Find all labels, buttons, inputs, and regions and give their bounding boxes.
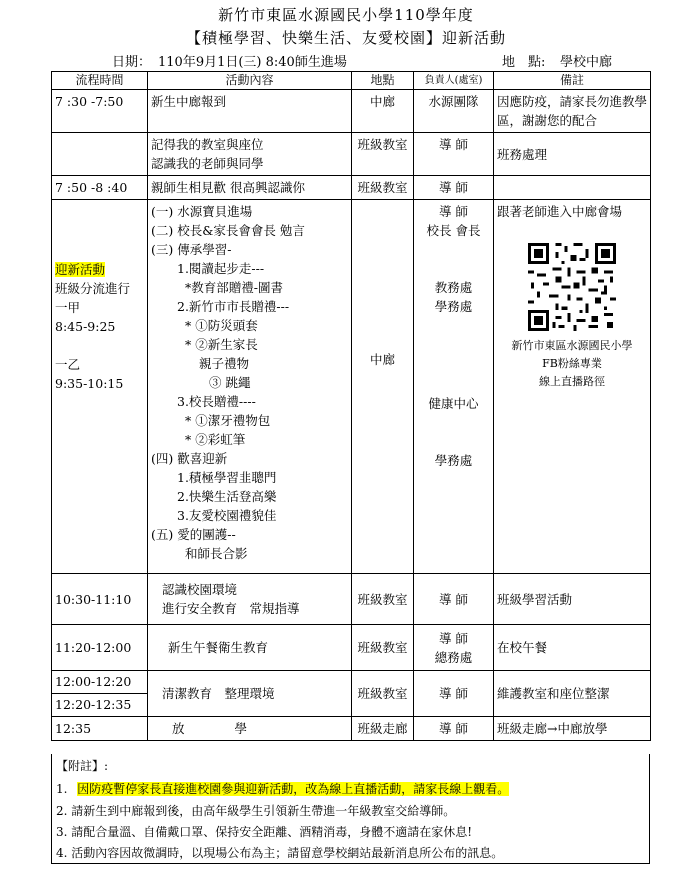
time-line: 一甲 [55, 300, 81, 315]
note-cell: 班務處理 [494, 133, 651, 176]
owner-cell [414, 200, 494, 574]
header-row [52, 72, 651, 90]
content-line: 3.友愛校園禮貌佳 [177, 508, 277, 523]
content-cell: 清潔教育 整理環境 [148, 671, 352, 717]
place-cell: 班級教室 [352, 176, 414, 200]
content-line: (三) 傳承學習- [151, 242, 232, 257]
place-value: 學校中廊 [560, 55, 613, 70]
note-line: 線上直播路徑 [539, 375, 605, 388]
note-item: 3. 請配合量溫、自備戴口罩、保持安全距離、酒精消毒，身體不適請在家休息! [56, 825, 473, 839]
note-line: 跟著老師進入中廊會場 [497, 204, 623, 219]
note-cell: 在校午餐 [494, 625, 651, 671]
document-title: 新竹市東區水源國民小學110學年度 [218, 6, 474, 24]
place-cell: 中廊 [352, 200, 414, 574]
header-owner: 負責人(處室) [414, 72, 494, 90]
owner-line: 導 師 [439, 630, 468, 646]
content-line: (四) 歡喜迎新 [151, 451, 228, 466]
owner-cell [414, 625, 494, 671]
content-line: 2.新竹市市長贈禮--- [177, 299, 290, 314]
note-cell [494, 176, 651, 200]
owner-cell: 導 師 [414, 671, 494, 717]
content-line: 1.積極學習韭聰門 [177, 470, 277, 485]
content-line: (五) 愛的團護-- [151, 527, 236, 542]
table-row [52, 133, 651, 176]
content-line: 認識我的老師與同學 [151, 156, 264, 171]
time-cell: 7 :50 -8 :40 [52, 176, 148, 200]
table-row [52, 90, 651, 133]
table-row [52, 671, 651, 717]
content-line: 進行安全教育 常規指導 [162, 601, 300, 616]
time-line: 12:20-12:35 [55, 697, 132, 712]
table-row [52, 625, 651, 671]
table-row [52, 200, 651, 574]
time-cell: 10:30-11:10 [52, 574, 148, 625]
note-line: FB粉絲專業 [542, 357, 602, 370]
place-cell: 班級走廊 [352, 717, 414, 741]
owner-cell: 導 師 [414, 133, 494, 176]
content-cell: 親師生相見歡 很高興認識你 [148, 176, 352, 200]
note-item: 2. 請新生到中廊報到後，由高年級學生引領新生帶進一年級教室交給導師。 [56, 804, 456, 818]
date-value: 110年9月1日(三) 8:40師生進場 [158, 55, 347, 70]
date-label: 日期： [112, 55, 152, 70]
table-row [52, 717, 651, 741]
owner-cell: 導 師 [414, 574, 494, 625]
time-line: 班級分流進行 [55, 281, 131, 296]
table-row [52, 176, 651, 200]
time-line: 一乙 [55, 357, 81, 372]
time-cell: 12:35 [52, 717, 148, 741]
document-subtitle: 【積極學習、快樂生活、友愛校園】迎新活動 [185, 29, 506, 47]
table-row [52, 574, 651, 625]
owner-cell: 導 師 [414, 717, 494, 741]
time-line: 8:45-9:25 [55, 319, 116, 334]
time-line: 12:00-12:20 [52, 671, 147, 694]
content-line: (二) 校長&家長會會長 勉言 [151, 223, 305, 238]
content-cell [148, 200, 352, 574]
note-line: 新竹市東區水源國民小學 [511, 339, 633, 352]
time-cell [52, 200, 148, 574]
note-cell: 班級走廊→中廊放學 [494, 717, 651, 741]
place-cell: 班級教室 [352, 133, 414, 176]
note-number: 1. [56, 782, 68, 796]
content-line: ③ 跳繩 [209, 375, 251, 390]
note-cell: 維護教室和座位整潔 [494, 671, 651, 717]
note-cell: 因應防疫，請家長勿進教學區，謝謝您的配合 [494, 90, 651, 133]
content-cell: 放 學 [148, 717, 352, 741]
content-cell [148, 574, 352, 625]
place-cell: 班級教室 [352, 671, 414, 717]
content-line: 記得我的教室與座位 [151, 137, 264, 152]
time-line: 9:35-10:15 [55, 376, 124, 391]
content-line: 和師長合影 [185, 546, 248, 561]
time-cell [52, 671, 148, 717]
note-item [56, 780, 509, 797]
content-line: * ①防災頭套 [185, 318, 258, 333]
owner-cell: 水源團隊 [414, 90, 494, 133]
content-line: * ②新生家長 [185, 337, 258, 352]
content-cell: 新生中廊報到 [148, 90, 352, 133]
owner-line: 導 師 [439, 204, 468, 219]
notes-heading: 【附註】: [56, 759, 109, 773]
content-line: 2.快樂生活登高樂 [177, 489, 277, 504]
time-line [55, 336, 144, 355]
header-note: 備註 [494, 72, 651, 90]
owner-line: 教務處 [434, 280, 473, 295]
content-line: 1.閱讀起步走--- [177, 261, 265, 276]
note-highlight: 因防疫暫停家長直接進校園參與迎新活動，改為線上直播活動，請家長線上觀看。 [77, 782, 510, 796]
content-cell [148, 133, 352, 176]
content-line: (一) 水源寶貝進場 [151, 204, 253, 219]
content-line: 認識校園環境 [162, 582, 238, 597]
time-cell: 11:20-12:00 [52, 625, 148, 671]
content-line: 3.校長贈禮---- [177, 394, 256, 409]
note-item: 4. 活動內容因故微調時，以現場公布為主；請留意學校網站最新消息所公布的訊息。 [56, 846, 504, 860]
owner-line: 學務處 [434, 453, 473, 468]
content-line: * ①潔牙禮物包 [185, 413, 271, 428]
place-cell: 班級教室 [352, 625, 414, 671]
header-place: 地點 [352, 72, 414, 90]
notes-section [51, 754, 650, 864]
place-cell: 班級教室 [352, 574, 414, 625]
qr-code-icon [528, 243, 616, 331]
content-line: *教育部贈禮-圖書 [185, 280, 283, 295]
content-line: 親子禮物 [199, 356, 250, 371]
note-cell: 班級學習活動 [494, 574, 651, 625]
note-cell [494, 200, 651, 574]
owner-cell: 導 師 [414, 176, 494, 200]
schedule-table [51, 71, 651, 741]
place-label: 地 點: [502, 55, 546, 70]
owner-line: 健康中心 [428, 396, 479, 411]
owner-line: 校長 會長 [426, 223, 481, 238]
owner-line: 學務處 [434, 299, 473, 314]
header-time: 流程時間 [52, 72, 148, 90]
time-cell [52, 133, 148, 176]
content-cell: 新生午餐衛生教育 [148, 625, 352, 671]
place-cell: 中廊 [352, 90, 414, 133]
content-line: * ②彩虹筆 [185, 432, 246, 447]
header-content: 活動內容 [148, 72, 352, 90]
highlight-label: 迎新活動 [55, 262, 106, 277]
time-cell: 7 :30 -7:50 [52, 90, 148, 133]
owner-line: 總務處 [434, 649, 473, 665]
